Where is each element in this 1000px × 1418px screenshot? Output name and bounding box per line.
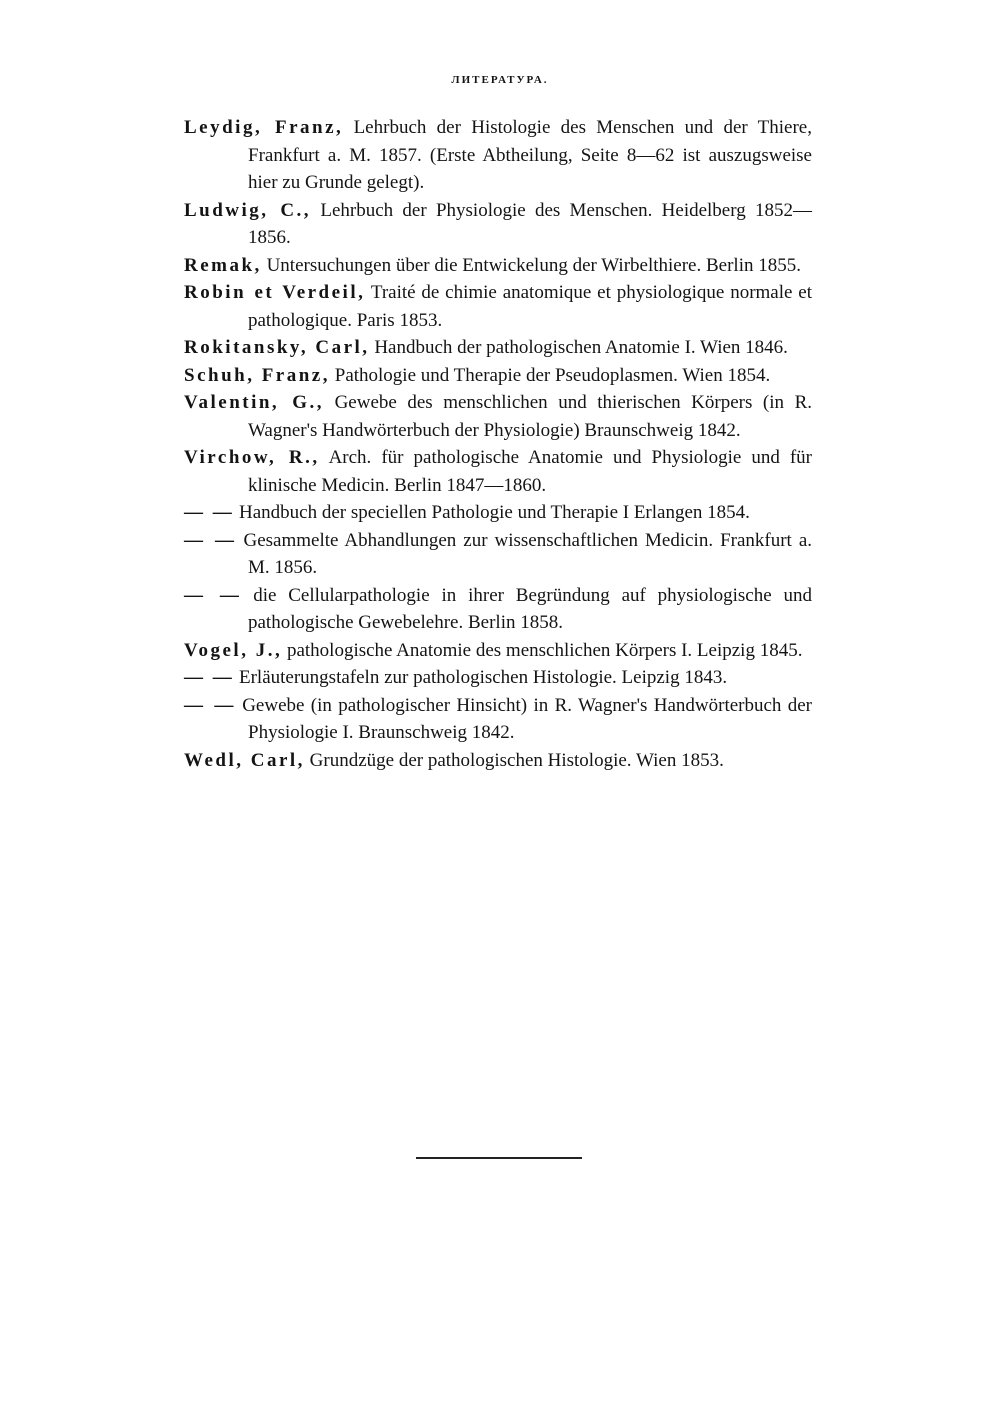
entry-author: Remak,: [184, 254, 262, 276]
bibliography-entry: [184, 747, 812, 775]
entry-author: Wedl, Carl,: [184, 749, 305, 771]
entry-text: Pathologie und Therapie der Pseudoplasmen. Wien 1854.: [334, 364, 771, 386]
bibliography-entry: [184, 389, 812, 444]
bibliography-entry: [184, 637, 812, 665]
entry-text: Handbuch der speciellen Pathologie und Therapie I Erlangen 1854.: [239, 502, 750, 523]
entry-text: pathologische Anatomie des menschlichen Körpers I. Leipzig 1845.: [286, 639, 803, 661]
entry-text: Lehrbuch der Physiologie des Menschen. Heidelberg 1852—1856.: [248, 199, 813, 248]
entry-text: Untersuchungen über die Entwickelung der Wirbelthiere. Berlin 1855.: [266, 254, 801, 276]
entry-author: Robin et Verdeil,: [184, 282, 366, 303]
bibliography-entry: [184, 362, 812, 390]
entry-author: — —: [184, 667, 235, 688]
entry-author: Vogel, J.,: [184, 639, 283, 661]
entry-text: Grundzüge der pathologischen Histologie. Wien 1853.: [309, 749, 724, 771]
running-head: ЛИТЕРАТУРА.: [451, 74, 549, 86]
bibliography-entry: [184, 527, 812, 582]
entry-text: Traité de chimie anatomique et physiologique normale et pathologique. Paris 1853.: [248, 282, 812, 331]
entry-text: Handbuch der pathologischen Anatomie I. Wien 1846.: [374, 337, 788, 358]
entry-author: — —: [184, 502, 235, 523]
entry-author: — —: [184, 694, 236, 716]
entry-author: — —: [184, 584, 242, 606]
entry-text: Gesammelte Abhandlungen zur wissenschaftlichen Medicin. Frankfurt a. M. 1856.: [243, 529, 813, 578]
entry-author: Schuh, Franz,: [184, 364, 330, 386]
entry-text: Gewebe (in pathologischer Hinsicht) in R. Wagner's Handwörterbuch der Physiologie I. Braunschweig 1842.: [242, 694, 813, 743]
entry-text: Erläuterungstafeln zur pathologischen Histologie. Leipzig 1843.: [239, 667, 728, 688]
entry-author: Virchow, R.,: [184, 447, 320, 468]
bibliography-entry: [184, 252, 812, 280]
bibliography-entry: [184, 334, 812, 362]
entry-author: — —: [184, 529, 237, 551]
bibliography-entry: [184, 114, 812, 197]
entry-author: Valentin, G.,: [184, 392, 325, 413]
entry-text: Lehrbuch der Histologie des Menschen und der Thiere, Frankfurt a. M. 1857. (Erste Abtheilung, Seite 8—62 ist auszugsweise hier zu Grunde gelegt).: [248, 117, 812, 193]
entry-author: Rokitansky, Carl,: [184, 337, 370, 358]
bibliography-entry: [184, 197, 812, 252]
bibliography-entry: [184, 279, 812, 334]
entry-author: Ludwig, C.,: [184, 199, 312, 221]
entry-text: Arch. für pathologische Anatomie und Physiologie und für klinische Medicin. Berlin 1847—1860.: [248, 447, 813, 496]
bibliography-entry: [184, 582, 812, 637]
end-rule: [416, 1157, 582, 1159]
entry-text: Gewebe des menschlichen und thierischen Körpers (in R. Wagner's Handwörterbuch der Physiologie) Braunschweig 1842.: [248, 392, 812, 441]
bibliography-list: [184, 114, 812, 774]
bibliography-entry: [184, 664, 812, 692]
bibliography-entry: [184, 692, 812, 747]
entry-text: die Cellularpathologie in ihrer Begründung auf physiologische und pathologische Gewebelehre. Berlin 1858.: [248, 584, 813, 633]
entry-author: Leydig, Franz,: [184, 117, 344, 138]
bibliography-entry: [184, 444, 812, 499]
bibliography-entry: [184, 499, 812, 527]
